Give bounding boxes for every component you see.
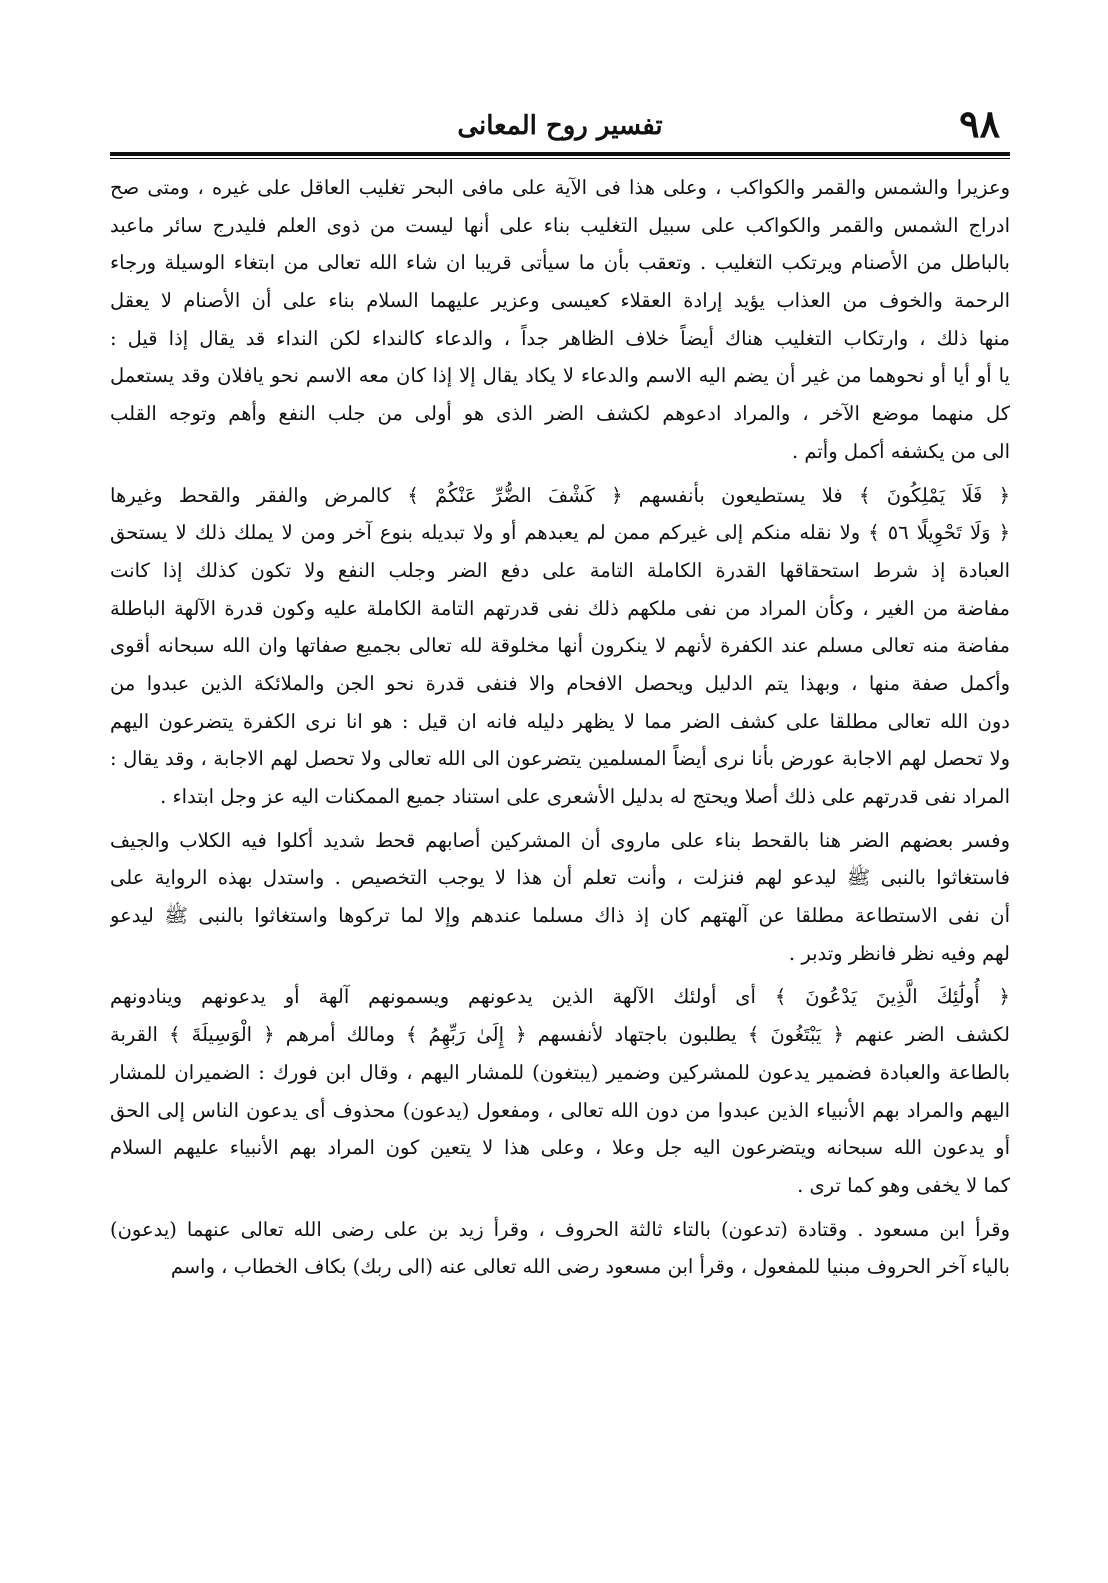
page-header (110, 100, 1010, 150)
text-line: لكشف الضر عنهم ﴿ يَبْتَغُونَ ﴾ يطلبون باجتهاد لأنفسهم ﴿ إِلَىٰ رَبِّهِمُ ﴾ ومالك أمرهم ﴿ الْوَسِيلَةَ ﴾ القربة (110, 1023, 1010, 1047)
text-line: يا أو أيا أو نحوهما من غير أن يضم اليه الاسم والدعاء لا يكاد يقال إلا إذا كان معه الاسم نحو يافلان وقد يستعمل (110, 364, 1010, 388)
text-line: مفاضة من الغير ، وكأن المراد من نفى ملكهم ذلك نفى قدرتهم التامة الكاملة عليه وكون قدرة الآلهة الباطلة (110, 596, 1010, 620)
text-line: لهم وفيه نظر فانظر وتدبر . (788, 941, 1010, 965)
text-line: وعزيرا والشمس والقمر والكواكب ، وعلى هذا فى الآية على مافى البحر تغليب العاقل على غيره ، ومتى صح (110, 176, 1010, 199)
body-text (110, 169, 1010, 1286)
paragraph (110, 169, 1010, 471)
paragraph (110, 978, 1010, 1204)
text-line: اليهم والمراد بهم الأنبياء الذين عبدوا من دون الله تعالى ، ومفعول (يدعون) محذوف أى يدعون الناس إلى الحق (110, 1098, 1010, 1122)
text-line: وفسر بعضهم الضر هنا بالقحط بناء على ماروى أن المشركين أصابهم قحط شديد أكلوا فيه الكلاب والجيف (110, 828, 1010, 852)
text-line: أن نفى الاستطاعة مطلقا عن آلهتهم كان إذ ذاك مسلما عندهم وإلا لما تركوها واستغاثوا بالنبى ﷺ ليدعو (110, 904, 1010, 928)
text-line: الرحمة والخوف من العذاب يؤيد إرادة العقلاء كعيسى وعزير عليهما السلام بناء على أن الأصنام لا يعقل (110, 289, 1010, 313)
text-line: فاستغاثوا بالنبى ﷺ ليدعو لهم فنزلت ، وأنت تعلم أن هذا لا يوجب التخصيص . واستدل بهذه الرواية على (110, 866, 1010, 890)
text-line: دون الله تعالى مطلقا على كشف الضر مما لا يظهر دليله فانه ان قيل : هو انا نرى الكفرة يتضرعون اليهم (110, 709, 1010, 733)
running-title: تفسير روح المعانى (457, 111, 663, 141)
text-line: ﴿ أُولَٰئِكَ الَّذِينَ يَدْعُونَ ﴾ أى أولئك الآلهة الذين يدعونهم ويسمونهم آلهة أو يدعونهم وينادونهم (110, 985, 1010, 1009)
text-line: بالياء آخر الحروف مبنيا للمفعول ، وقرأ ابن مسعود رضى الله تعالى عنه (الى ربك) بكاف الخطاب ، واسم (170, 1255, 1010, 1279)
text-line: العبادة إذ شرط استحقاقها القدرة الكاملة التامة على دفع الضر وجلب النفع ولا تكون كذلك إذا كانت (110, 558, 1010, 582)
text-line: ادراج الشمس والقمر والكواكب على سبيل التغليب بناء على أنها ليست من ذوى العلم فليدرج سائر ماعبد (110, 213, 1010, 237)
text-line: وأكمل صفة منها ، وبهذا يتم الدليل ويحصل الافحام والا فنفى قدرة نحو الجن والملائكة الذين عبدوا من (110, 671, 1010, 695)
header-rule-thick (110, 152, 1010, 156)
text-line: ﴿ فَلَا يَمْلِكُونَ ﴾ فلا يستطيعون بأنفسهم ﴿ كَشْفَ الضُّرِّ عَنْكُمْ ﴾ كالمرض والفقر والقحط وغيرها (110, 483, 1010, 507)
page-number: ٩٨ (959, 101, 1000, 146)
page (110, 100, 1010, 1540)
text-line: بالباطل من الأصنام ويرتكب التغليب . وتعقب بأن ما سيأتى قريبا ان شاء الله تعالى من ابتغاء الوسيلة ورجاء (110, 251, 1010, 275)
text-line: الى من يكشفه أكمل وأتم . (792, 439, 1010, 463)
text-line: ولا تحصل لهم الاجابة عورض بأنا نرى أيضاً المسلمين يتضرعون الى الله تعالى ولا تحصل لهم الاجابة ، وقد يقال : (110, 747, 1010, 771)
header-rule-thin (110, 158, 1010, 159)
text-line: ﴿ وَلَا تَحْوِيلًا ٥٦ ﴾ ولا نقله منكم إلى غيركم ممن لم يعبدهم أو ولا تبديله بنوع آخر ومن لا يملك ذلك لا يستحق (110, 521, 1010, 545)
text-line: بالطاعة والعبادة فضمير يدعون للمشركين وضمير (يبتغون) للمشار اليهم ، وقال ابن فورك : الضميران للمشار (110, 1060, 1010, 1084)
paragraph (110, 822, 1010, 973)
text-line: أو يدعون الله سبحانه ويتضرعون اليه جل وعلا ، وعلى هذا لا يتعين كون المراد بهم الأنبياء عليهم السلام (110, 1136, 1010, 1160)
text-line: كل منهما موضع الآخر ، والمراد ادعوهم لكشف الضر الذى هو أولى من جلب النفع وأهم وتوجه القلب (110, 402, 1010, 426)
text-line: كما لا يخفى وهو كما ترى . (797, 1173, 1010, 1197)
text-line: منها ذلك ، وارتكاب التغليب هناك أيضاً خلاف الظاهر جداً ، والدعاء كالنداء لكن النداء قد يقال إذا قيل : (110, 326, 1010, 350)
text-line: مفاضة منه تعالى مسلم عند الكفرة لأنهم لا ينكرون أنها مخلوقة لله تعالى بجميع صفاتها وان الله سبحانه أقوى (110, 634, 1010, 658)
text-line: المراد نفى قدرتهم على ذلك أصلا ويحتج له بدليل الأشعرى على استناد جميع الممكنات اليه عز وجل ابتداء . (160, 785, 1010, 808)
paragraph (110, 477, 1010, 816)
paragraph (110, 1211, 1010, 1286)
text-line: وقرأ ابن مسعود . وقتادة (تدعون) بالتاء ثالثة الحروف ، وقرأ زيد بن على رضى الله تعالى عنهما (يدعون) (110, 1217, 1010, 1241)
